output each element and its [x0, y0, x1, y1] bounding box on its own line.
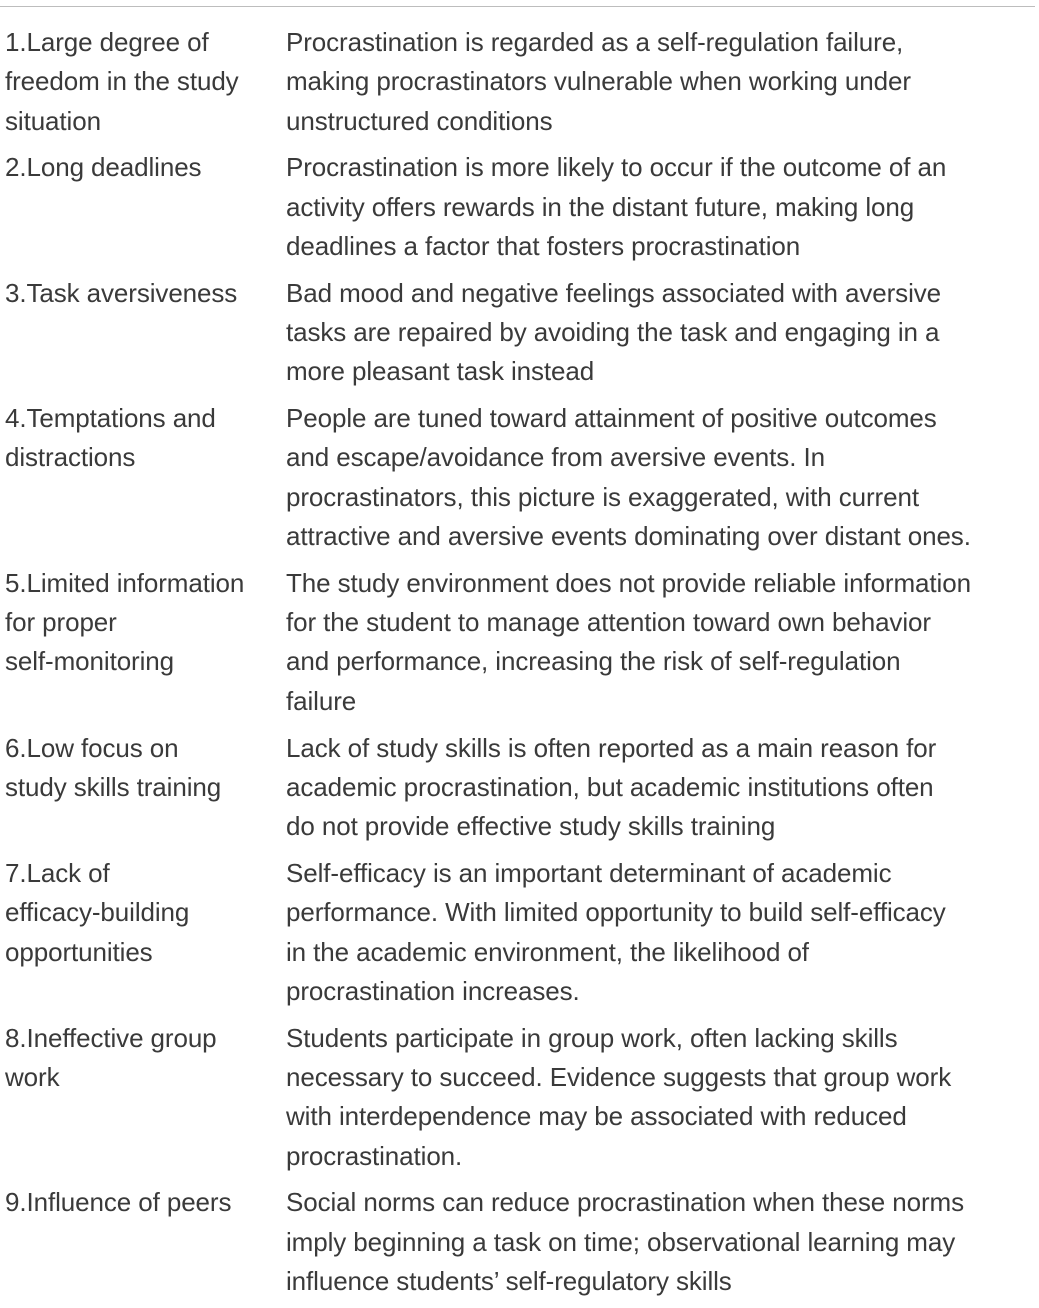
table-row [5, 1183, 1037, 1301]
factor-cell: 5.Limited information for proper self-monitoring [5, 567, 245, 677]
table-row [5, 148, 1037, 266]
description-cell: People are tuned toward attainment of positive outcomes and escape/avoidance from aversive events. In procrastinators, this picture is exaggerated, with current attractive and aversive events dominating over distant ones. [286, 403, 971, 552]
description-cell: Lack of study skills is often reported as a main reason for academic procrastination, but academic institutions often do not provide effective study skills training [286, 732, 937, 842]
factor-cell: 9.Influence of peers [5, 1187, 232, 1218]
description-cell: Procrastination is regarded as a self-regulation failure, making procrastinators vulnerable when working under unstructured conditions [286, 27, 911, 136]
factor-cell: 7.Lack of efficacy-building opportunities [5, 857, 190, 967]
factor-cell: 6.Low focus on study skills training [5, 732, 222, 802]
factor-cell: 1.Large degree of freedom in the study situation [5, 27, 239, 136]
table-row [5, 399, 1037, 556]
table-row [5, 1019, 1037, 1176]
description-cell: Self-efficacy is an important determinant of academic performance. With limited opportunity to build self-efficacy in the academic environment, the likelihood of procrastination increases. [286, 857, 946, 1006]
factor-cell: 3.Task aversiveness [5, 277, 238, 308]
factor-cell: 2.Long deadlines [5, 152, 202, 183]
table-row [5, 854, 1037, 1011]
factor-cell: 8.Ineffective group work [5, 1022, 217, 1092]
description-cell: Bad mood and negative feelings associated with aversive tasks are repaired by avoiding the task and engaging in a more pleasant task instead [286, 277, 942, 387]
table-row [5, 564, 1037, 721]
table-body [5, 23, 1037, 1301]
description-cell: The study environment does not provide reliable information for the student to manage attention toward own behavior and performance, increasing the risk of self-regulation failure [286, 567, 971, 716]
table-row [5, 23, 1037, 141]
factor-cell: 4.Temptations and distractions [5, 403, 216, 473]
table-top-rule [0, 6, 1035, 7]
table-row [5, 274, 1037, 392]
description-cell: Social norms can reduce procrastination when these norms imply beginning a task on time; observational learning may influence students’ self-regulatory skills [286, 1187, 964, 1296]
table-row [5, 729, 1037, 847]
description-cell: Students participate in group work, often lacking skills necessary to succeed. Evidence suggests that group work with interdependence may be associated with reduced procrastination. [286, 1022, 952, 1171]
description-cell: Procrastination is more likely to occur if the outcome of an activity offers rewards in the distant future, making long deadlines a factor that fosters procrastination [286, 152, 947, 261]
